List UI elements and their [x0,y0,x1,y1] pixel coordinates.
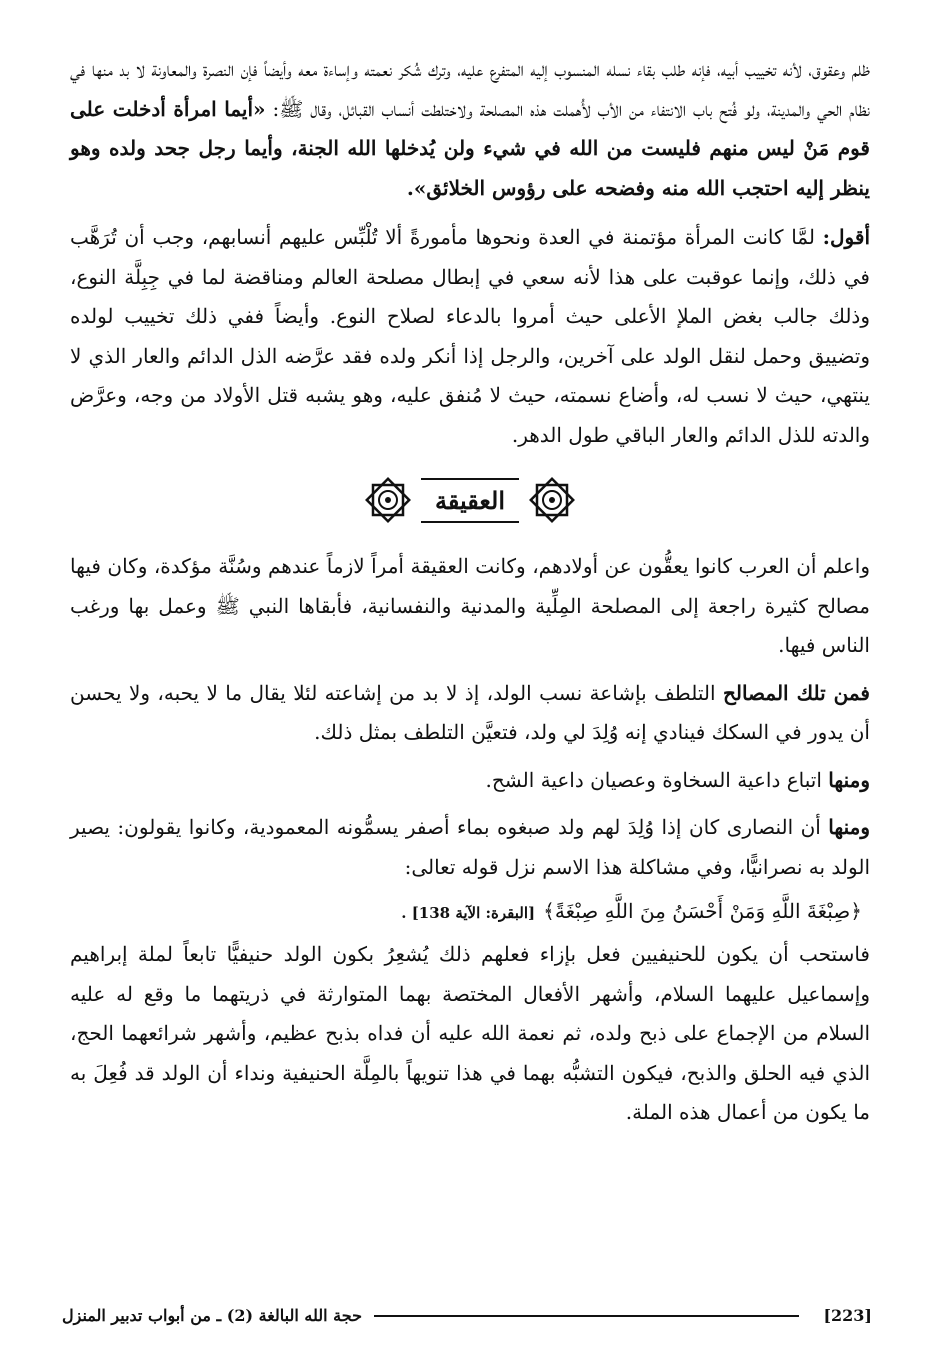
minha-2-lead: ومنها [828,815,870,839]
paragraph-aqool [70,218,870,455]
quran-reference: [البقرة: الآية 138] . [401,904,536,922]
page-number: [223] [823,1306,872,1325]
running-title: حجة الله البالغة (2) ـ من أبواب تدبير المنزل [62,1306,362,1325]
paragraph-last [70,935,870,1133]
paragraph-minha-1 [70,761,870,801]
footer-rule [374,1315,799,1317]
quran-verse: ﴿صِبْغَةَ اللَّهِ وَمَنْ أَحْسَنُ مِنَ اللَّهِ صِبْغَةً﴾ [543,899,862,923]
page-footer [62,1306,872,1325]
star-ornament-icon [529,477,575,523]
masalih-lead: فمن تلك المصالح [722,680,870,705]
last-text: فاستحب أن يكون للحنيفيين فعل بإزاء فعلهم ذلك يُشعِرُ بكون الولد حنيفيًّا تابعاً لملة إبراهيم وإسماعيل عليهما السلام، وأشهر الأفعال المختصة بهما المتوارثة في ذريتهما ما وقع له عليه السلام من الإجماع على ذبح ولده، ثم نعمة الله عليه أن فداه بذبح عظيم، وأشهر شرائعهما الحج، الذي فيه الحلق والذبح، فيكون التشبُّه بهما في هذا تنويهاً بالمِلَّة الحنيفية ونداء أن الولد قد فُعِلَ به ما يكون من أعمال هذه الملة. [70,942,870,1124]
aqool-text: لمَّا كانت المرأة مؤتمنة في العدة ونحوها مأمورةً ألا تُلْبِّس عليهم أنسابهم، وجب أن تُرَهَّب في ذلك، وإنما عوقبت على هذا لأنه سعي في إبطال مصلحة العالم ومناقضة لما في جِبِلَّة النوع، وذلك جالب بغض الملإ الأعلى حيث أمروا بالدعاء لصلاح النوع. وأيضاً ففي ذلك تخييب لولده وتضييق وحمل لنقل الولد على آخرين، والرجل إذا أنكر ولده فقد عرَّضه الذل الدائم والعار الذي لا ينتهي، حيث لا نسب له، وأضاع نسمته، حيث لا مُنفق عليه، وهو يشبه قتل الأولاد من وجه، وعرَّض والدته للذل الدائم والعار الباقي طول الدهر. [70,225,870,447]
intro-text: ظلم وعقوق، لأنه تخييب أبيه، فإنه طلب بقاء نسله المنسوب إليه المتفرع عليه، وترك شُكر نعمته وإساءة معه وأيضاً فإن النصرة والمعاونة لا بد منها في نظام الحي والمدينة، ولو فُتح باب الانتفاء من الأب لأُهملت هذه المصلحة ولاختلطت أنساب القبائل، وقال ﷺ: [70,57,870,121]
paragraph-masalih [70,674,870,753]
hadith-text: «أيما امرأة أدخلت على قوم مَنْ ليس منهم فليست من الله في شيء ولن يُدخلها الله الجنة، وأيما رجل جحد ولده وهو ينظر إليه احتجب الله منه وفضحه على رؤوس الخلائق». [70,96,870,200]
aqool-label: أقول: [822,225,871,249]
paragraph-aqiqa-intro [70,547,870,666]
section-title: العقيقة [421,478,519,523]
minha-1-text: اتباع داعية السخاوة وعصيان داعية الشح. [485,767,822,792]
paragraph-minha-2 [70,808,870,887]
section-heading [70,477,870,523]
minha-1-lead: ومنها [828,767,870,792]
page-body [70,50,870,1133]
aqiqa-intro-text: واعلم أن العرب كانوا يعقُّون عن أولادهم، وكانت العقيقة أمراً لازماً عندهم وسُنَّة مؤكدة، وكان فيها مصالح كثيرة راجعة إلى المصلحة المِلِّية والمدنية والنفسانية، فأبقاها النبي ﷺ وعمل بها ورغب الناس فيها. [70,554,870,657]
star-ornament-icon [365,477,411,523]
masalih-text: التلطف بإشاعة نسب الولد، إذ لا بد من إشاعته لئلا يقال ما لا يحبه، ولا يحسن أن يدور في السكك فينادي إنه وُلِدَ لي ولد، فتعيَّن التلطف بمثل ذلك. [70,680,870,744]
minha-2-text: أن النصارى كان إذا وُلِدَ لهم ولد صبغوه بماء أصفر يسمُّونه المعمودية، وكانوا يقولون: يصير الولد به نصرانيًّا، وفي مشاكلة هذا الاسم نزل قوله تعالى: [70,815,870,879]
quran-quote [70,893,870,931]
paragraph-intro [70,50,870,208]
